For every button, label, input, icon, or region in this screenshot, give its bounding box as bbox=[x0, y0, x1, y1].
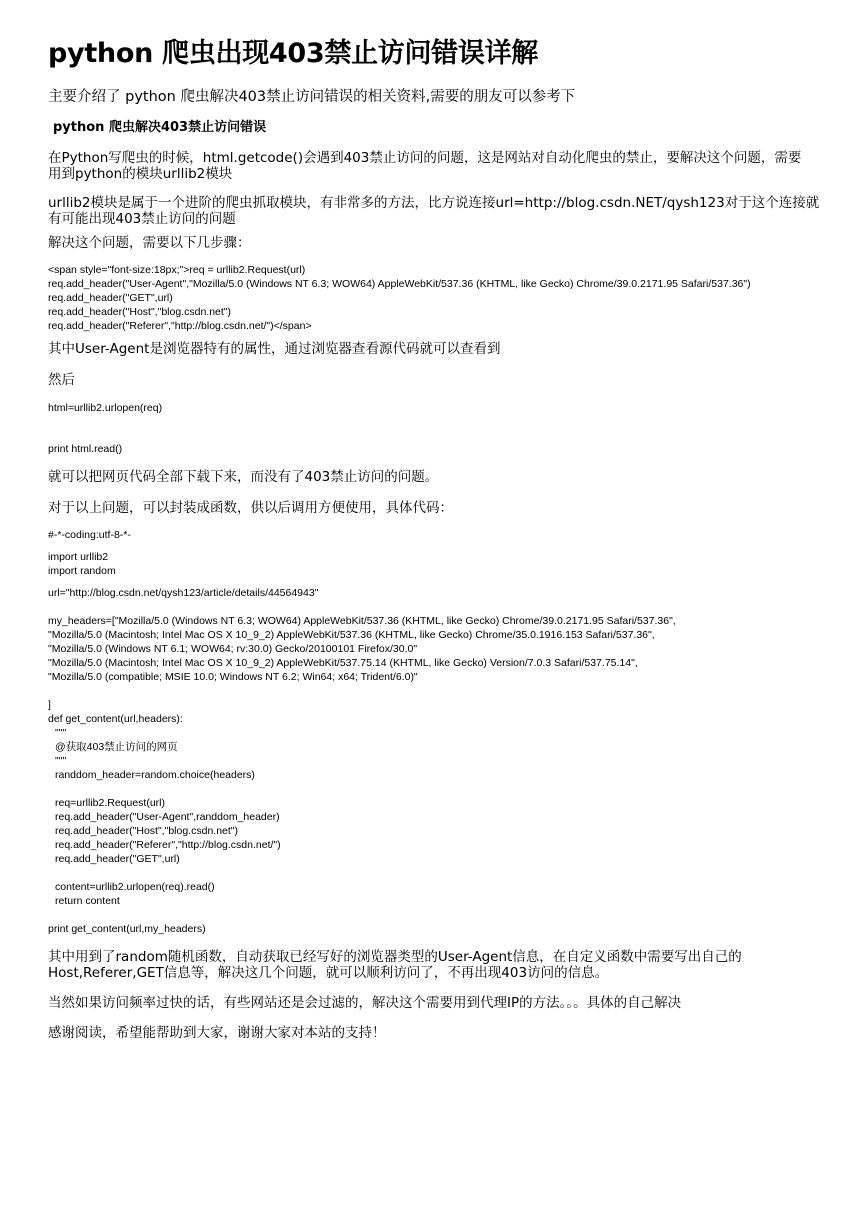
code-line: req.add_header("Referer","http://blog.csdn.net/") bbox=[55, 839, 281, 851]
code-line: "Mozilla/5.0 (compatible; MSIE 10.0; Windows NT 6.2; Win64; x64; Trident/6.0)" bbox=[48, 671, 418, 683]
code-line: req.add_header("User-Agent",randdom_header) bbox=[55, 811, 280, 823]
paragraph-thanks: 感谢阅读，希望能帮助到大家，谢谢大家对本站的支持！ bbox=[48, 1025, 386, 1041]
code-line: content=urllib2.urlopen(req).read() bbox=[55, 881, 215, 893]
code-line: html=urllib2.urlopen(req) bbox=[48, 402, 163, 414]
code-line: req.add_header("Referer","http://blog.csdn.net/")</span> bbox=[48, 320, 312, 332]
code-line: req.add_header("GET",url) bbox=[48, 292, 173, 304]
code-line: url="http://blog.csdn.net/qysh123/article/details/44564943" bbox=[48, 587, 319, 599]
code-line: @获取403禁止访问的网页 bbox=[55, 741, 178, 753]
paragraph-proxy: 当然如果访问频率过快的话，有些网站还是会过滤的，解决这个需要用到代理IP的方法。。。具体的自己解决 bbox=[48, 995, 682, 1011]
code-line: randdom_header=random.choice(headers) bbox=[55, 769, 255, 781]
paragraph-then: 然后 bbox=[48, 372, 75, 388]
code-line: return content bbox=[55, 895, 120, 907]
article bbox=[48, 34, 823, 1041]
article-summary: 主要介绍了 python 爬虫解决403禁止访问错误的相关资料,需要的朋友可以参考下 bbox=[48, 89, 576, 105]
paragraph-user-agent: 其中User-Agent是浏览器特有的属性，通过浏览器查看源代码就可以查看到 bbox=[48, 341, 501, 357]
paragraph-line: 有可能出现403禁止访问的问题 bbox=[48, 211, 236, 227]
code-line: <span style="font-size:18px;">req = urllib2.Request(url) bbox=[48, 264, 306, 276]
code-line: """ bbox=[55, 755, 67, 767]
code-line: ] bbox=[48, 699, 51, 711]
paragraph-result: 就可以把网页代码全部下载下来，而没有了403禁止访问的问题。 bbox=[48, 469, 439, 485]
paragraph-random bbox=[48, 949, 823, 981]
paragraph-steps: 解决这个问题，需要以下几步骤： bbox=[48, 235, 251, 251]
code-line: req.add_header("GET",url) bbox=[55, 853, 180, 865]
code-line: "Mozilla/5.0 (Macintosh; Intel Mac OS X 10_9_2) AppleWebKit/537.36 (KHTML, like Gecko) Chrome/35.0.1916.153 Safari/537.36", bbox=[48, 629, 655, 641]
code-block-function bbox=[48, 528, 823, 936]
code-block-request bbox=[48, 263, 823, 333]
paragraph-urllib2 bbox=[48, 195, 823, 227]
code-line: req.add_header("Host","blog.csdn.net") bbox=[48, 306, 232, 318]
paragraph-function: 对于以上问题，可以封装成函数，供以后调用方便使用，具体代码： bbox=[48, 500, 453, 516]
paragraph-line: Host,Referer,GET信息等，解决这几个问题，就可以顺利访问了，不再出现403访问的信息。 bbox=[48, 965, 609, 981]
code-line: #-*-coding:utf-8-*- bbox=[48, 529, 131, 541]
paragraph-line: 用到python的模块urllib2模块 bbox=[48, 166, 233, 182]
code-line: req=urllib2.Request(url) bbox=[55, 797, 166, 809]
paragraph-line: urllib2模块是属于一个进阶的爬虫抓取模块，有非常多的方法，比方说连接url=http://blog.csdn.NET/qysh123对于这个连接就 bbox=[48, 195, 820, 211]
code-line: "Mozilla/5.0 (Windows NT 6.1; WOW64; rv:30.0) Gecko/20100101 Firefox/30.0" bbox=[48, 643, 418, 655]
section-heading: python 爬虫解决403禁止访问错误 bbox=[53, 120, 267, 135]
paragraph-line: 在Python写爬虫的时候，html.getcode()会遇到403禁止访问的问题，这是网站对自动化爬虫的禁止，要解决这个问题，需要 bbox=[48, 150, 802, 166]
code-line: my_headers=["Mozilla/5.0 (Windows NT 6.3; WOW64) AppleWebKit/537.36 (KHTML, like Gecko) Chrome/39.0.2171.95 Safari/537.36", bbox=[48, 615, 676, 627]
code-line: import urllib2 bbox=[48, 551, 109, 563]
code-line: req.add_header("Host","blog.csdn.net") bbox=[55, 825, 239, 837]
page-title: python 爬虫出现403禁止访问错误详解 bbox=[48, 38, 538, 69]
code-line: def get_content(url,headers): bbox=[48, 713, 183, 725]
code-line: req.add_header("User-Agent","Mozilla/5.0 (Windows NT 6.3; WOW64) AppleWebKit/537.36 (KHTML, like Gecko) Chrome/39.0.2171.95 Safari/537.36") bbox=[48, 278, 751, 290]
code-line: "Mozilla/5.0 (Macintosh; Intel Mac OS X 10_9_2) AppleWebKit/537.75.14 (KHTML, like Gecko) Version/7.0.3 Safari/537.75.14", bbox=[48, 657, 638, 669]
code-line: import random bbox=[48, 565, 116, 577]
paragraph-intro bbox=[48, 150, 823, 182]
code-line: print html.read() bbox=[48, 443, 123, 455]
code-line: """ bbox=[55, 727, 67, 739]
code-line: print get_content(url,my_headers) bbox=[48, 923, 206, 935]
paragraph-line: 其中用到了random随机函数，自动获取已经写好的浏览器类型的User-Agent信息，在自定义函数中需要写出自己的 bbox=[48, 949, 742, 965]
